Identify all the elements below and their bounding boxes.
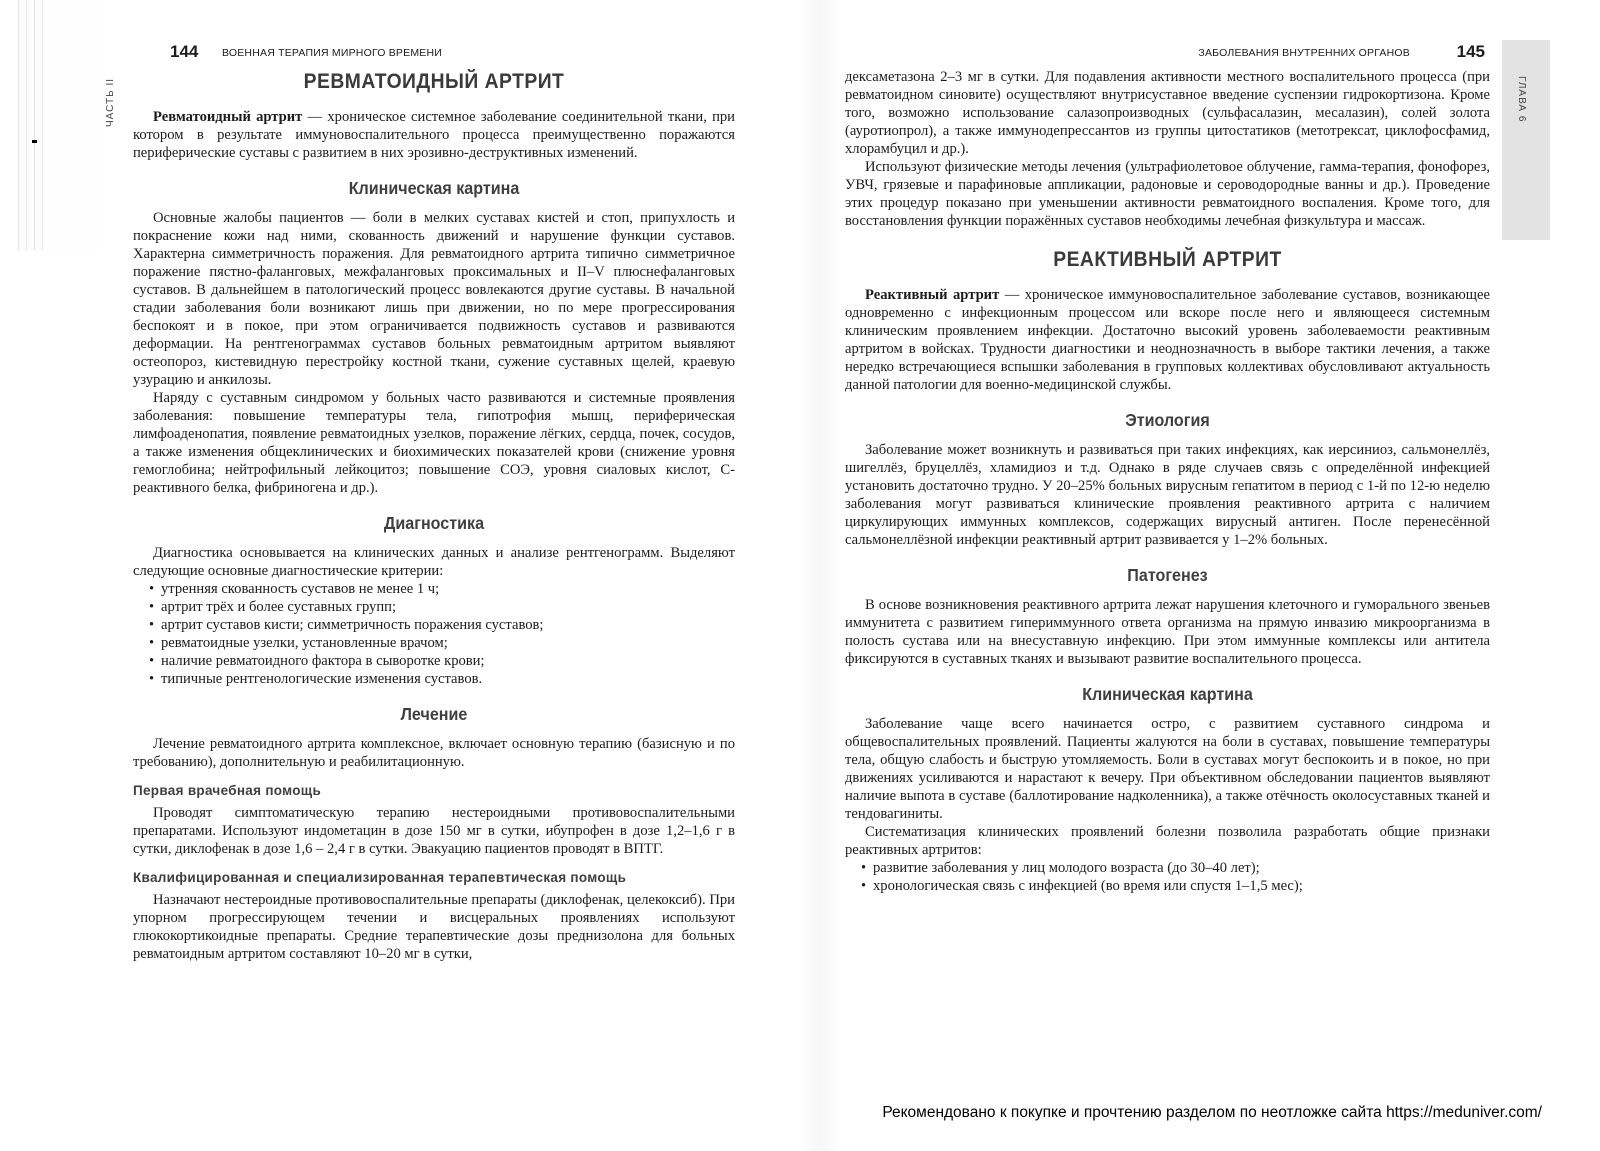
qualified-care-paragraph: Назначают нестероидные противовоспалительные препараты (диклофенак, целекоксиб). При упорном прогрессирующем течении и висцеральных проявлениях используют глюкокортикоидные препараты. Средние терапевтические дозы преднизолона для больных ревматоидным артритом составляют 10–20 мг в сутки, — [133, 892, 735, 962]
diagnostics-paragraph: Диагностика основывается на клинических данных и анализе рентгенограмм. Выделяют следующие основные диагностические критерии: — [133, 545, 735, 579]
right-running-head — [845, 38, 1490, 66]
heading-clinical-left: Клиническая картина — [348, 178, 520, 198]
chapter-side-tab-label: ГЛАВА 6 — [1516, 76, 1527, 123]
right-page — [845, 0, 1490, 1120]
list-item: • артрит трёх и более суставных групп; — [161, 598, 735, 616]
footer-watermark: Рекомендовано к покупке и прочтению разделом по неотложке сайта https://meduniver.com/ — [882, 1104, 1542, 1121]
heading-etiology: Этиология — [1125, 410, 1210, 430]
margin-mark — [32, 140, 37, 143]
reactive-clinical-paragraph-2: Систематизация клинических проявлений болезни позволила разработать общие признаки реактивных артритов: — [845, 824, 1490, 858]
pathogenesis-paragraph: В основе возникновения реактивного артрита лежат нарушения клеточного и гуморального звеньев иммунитета с развитием гипериммунного ответа организма на прямую инвазию микроорганизма в полость сустава или на внесуставную инфекцию. При этом иммунные комплексы или антитела фиксируются в суставных тканях и вызывают развитие воспалительного процесса. — [845, 597, 1490, 667]
section-title-rheumatoid: РЕВМАТОИДНЫЙ АРТРИТ — [303, 70, 565, 93]
list-item: • развитие заболевания у лиц молодого возраста (до 30–40 лет); — [873, 859, 1490, 877]
right-page-number: 145 — [1456, 42, 1485, 61]
first-aid-paragraph: Проводят симптоматическую терапию нестероидными противовоспалительными препаратами. Используют индометацин в дозе 150 мг в сутки, ибупрофен в дозе 1,2–1,6 г в сутки, диклофенак в дозе 1,6 – 2,4 г в сутки. Эвакуацию пациентов проводят в ВПТГ. — [133, 805, 735, 857]
list-item: • утренняя скованность суставов не менее 1 ч; — [161, 580, 735, 598]
clinical-paragraph-1: Основные жалобы пациентов — боли в мелких суставах кистей и стоп, припухлость и покраснение кожи над ними, скованность движений и нарушение функции суставов. Характерна симметричность поражения. Для ревматоидного артрита типично симметричное поражение пястно-фаланговых, межфаланговых проксимальных и II–V плюснефаланговых суставов. В дальнейшем в патологический процесс вовлекаются другие суставы. В начальной стадии заболевания боли возникают лишь при движении, но по мере прогрессирования беспокоят и в покое, при этом ограничивается подвижность суставов и развиваются деформации. На рентгенограммах суставов больных ревматоидным артритом выявляют остеопороз, кистевидную перестройку костной ткани, сужение суставных щелей, краевую узурацию и анкилозы. — [133, 210, 735, 388]
reactive-signs-list — [845, 859, 1490, 895]
left-running-title: ВОЕННАЯ ТЕРАПИЯ МИРНОГО ВРЕМЕНИ — [222, 47, 443, 59]
heading-diagnostics: Диагностика — [383, 513, 485, 533]
reactive-clinical-paragraph-1: Заболевание чаще всего начинается остро, с развитием суставного синдрома и общевоспалительных проявлений. Пациенты жалуются на боли в суставах, повышение температуры тела, общую слабость и быструю утомляемость. Боли в суставах могут беспокоить и в покое, но при движениях усиливаются и нарастают к вечеру. При объективном обследовании пациентов выявляют наличие выпота в суставе (баллотирование надколенника), а также отёчность околосуставных тканей и тендовагиниты. — [845, 716, 1490, 822]
heading-treatment: Лечение — [400, 704, 468, 724]
list-item: • ревматоидные узелки, установленные врачом; — [161, 634, 735, 652]
reactive-term: Реактивный артрит — [865, 287, 1000, 303]
book-gutter — [800, 0, 840, 1151]
left-page-number: 144 — [170, 42, 199, 61]
rheumatoid-intro-text: — хроническое системное заболевание соединительной ткани, при котором в результате иммуновоспалительного процесса преимущественно поражаются периферические суставы с развитием в них эрозивно-деструктивных изменений. — [133, 109, 735, 161]
page-edges — [0, 0, 100, 250]
reactive-intro-text: — хроническое иммуновоспалительное заболевание суставов, возникающее одновременно с инфекционным процессом или вскоре после него и являющееся системным клиническим проявлением инфекции. Достаточно высокий уровень заболеваемости реактивным артритом в войсках. Трудности диагностики и неоднозначность в выборе тактики лечения, а также нередко встречающиеся вспышки заболевания в групповых коллективах обусловливают актуальность данной патологии для военно-медицинской службы. — [845, 287, 1490, 393]
diagnostic-criteria-list — [133, 580, 735, 688]
continuation-paragraph-1: дексаметазона 2–3 мг в сутки. Для подавления активности местного воспалительного процесса (при ревматоидном синовите) осуществляют внутрисуставное введение суспензии гидрокортизона. Кроме того, возможно использование салазопроизводных (сульфасалазин, месалазин), солей золота (ауротиопрол), а также иммунодепрессантов из группы цитостатиков (метотрексат, циклофосфамид, хлорамбуцил и др.). — [845, 69, 1490, 157]
heading-clinical-right: Клиническая картина — [1082, 684, 1253, 704]
list-item: • наличие ревматоидного фактора в сыворотке крови; — [161, 652, 735, 670]
heading-first-aid: Первая врачебная помощь — [133, 783, 322, 798]
part-side-tab: ЧАСТЬ II — [105, 77, 116, 127]
list-item: • типичные рентгенологические изменения суставов. — [161, 670, 735, 688]
treatment-paragraph: Лечение ревматоидного артрита комплексное, включает основную терапию (базисную и по требованию), дополнительную и реабилитационную. — [133, 736, 735, 770]
reactive-intro — [845, 286, 1490, 394]
right-running-title: ЗАБОЛЕВАНИЯ ВНУТРЕННИХ ОРГАНОВ — [1198, 47, 1410, 59]
chapter-side-tab — [1502, 40, 1550, 240]
left-content — [133, 70, 735, 963]
clinical-paragraph-2: Наряду с суставным синдромом у больных часто развиваются и системные проявления заболевания: повышение температуры тела, гипотрофия мышц, периферическая лимфоаденопатия, появление ревматоидных узелков, поражение лёгких, сердца, почек, сосудов, а также изменения общеклинических и биохимических показателей крови (снижение уровня гемоглобина; нейтрофильный лейкоцитоз; повышение СОЭ, уровня сиаловых кислот, С-реактивного белка, фибриногена и др.). — [133, 390, 735, 496]
rheumatoid-term: Ревматоидный артрит — [153, 109, 303, 125]
left-page — [115, 0, 735, 1120]
heading-qualified-care: Квалифицированная и специализированная терапевтическая помощь — [133, 870, 627, 885]
continuation-paragraph-2: Используют физические методы лечения (ультрафиолетовое облучение, гамма-терапия, фонофорез, УВЧ, грязевые и парафиновые аппликации, радоновые и сероводородные ванны и др.). Проведение этих процедур показано при уменьшении активности ревматоидного воспаления. Кроме того, для восстановления функции поражённых суставов необходимы лечебная физкультура и массаж. — [845, 159, 1490, 229]
list-item: • хронологическая связь с инфекцией (во время или спустя 1–1,5 мес); — [873, 877, 1490, 895]
left-running-head — [115, 38, 735, 66]
etiology-paragraph: Заболевание может возникнуть и развиваться при таких инфекциях, как иерсиниоз, сальмонеллёз, шигеллёз, бруцеллёз, хламидиоз и т.д. Однако в ряде случаев связь с определённой инфекцией установить достаточно трудно. У 20–25% больных вирусным гепатитом в период с 1-й по 12-ю неделю заболевания могут развиваться клинические проявления реактивного артрита с наличием циркулирующих иммунных комплексов, содержащих вирусный антиген. После перенесённой сальмонеллёзной инфекции реактивный артрит развивается у 1–2% больных. — [845, 442, 1490, 548]
section-title-reactive: РЕАКТИВНЫЙ АРТРИТ — [1053, 248, 1282, 271]
list-item: • артрит суставов кисти; симметричность поражения суставов; — [161, 616, 735, 634]
rheumatoid-intro — [133, 108, 735, 162]
right-content — [845, 68, 1490, 895]
heading-pathogenesis: Патогенез — [1127, 565, 1208, 585]
